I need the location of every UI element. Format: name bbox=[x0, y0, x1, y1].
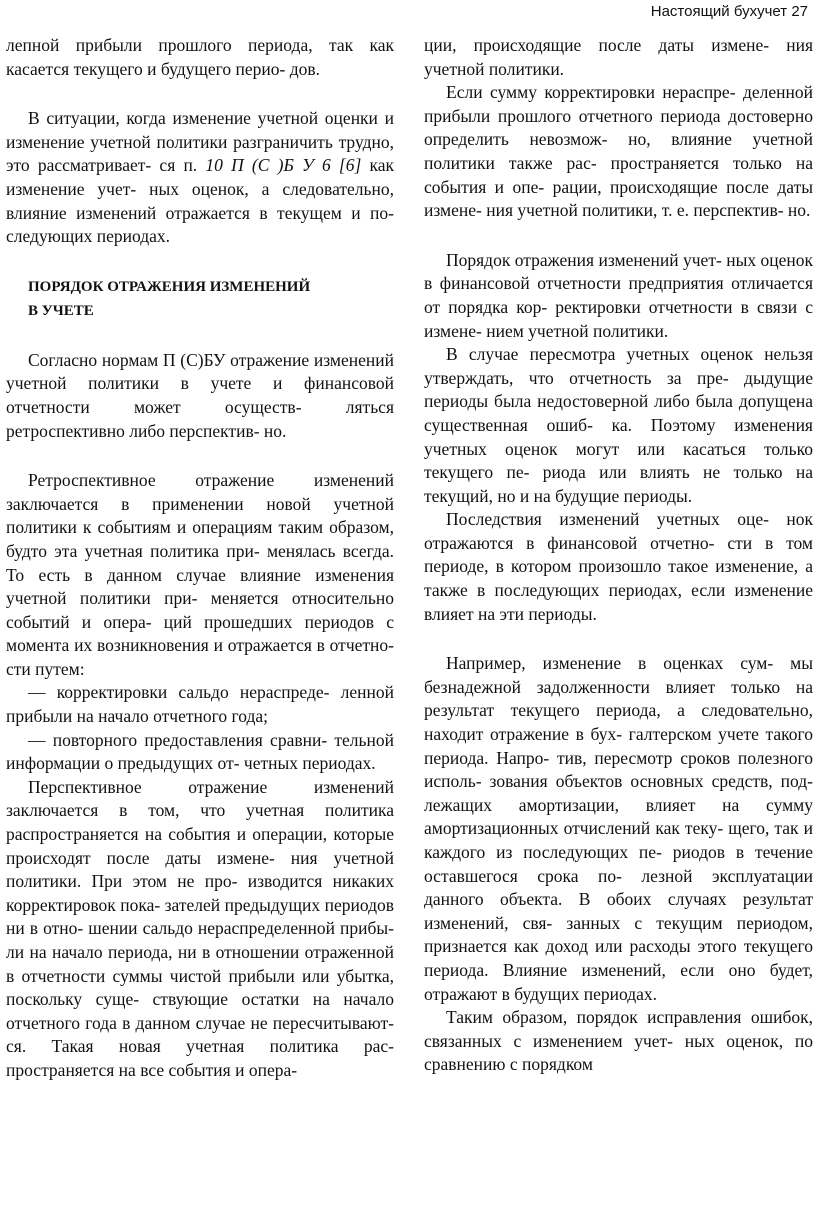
paragraph: Таким образом, порядок исправления ошибок, связанных с изменением учет- ных оценок, по сравнению с порядком bbox=[424, 1007, 813, 1075]
section-heading-line: ПОРЯДОК ОТРАЖЕНИЯ ИЗМЕНЕНИЙ bbox=[28, 278, 311, 295]
right-column bbox=[424, 34, 813, 1077]
section-heading-line: В УЧЕТЕ bbox=[28, 302, 94, 319]
paragraph bbox=[6, 107, 394, 249]
list-item: — повторного предоставления сравни- тельной информации о предыдущих от- четных периодах. bbox=[6, 729, 394, 774]
standard-reference: 10 П (С )Б У 6 [6] bbox=[205, 155, 362, 176]
paragraph: Последствия изменений учетных оце- нок отражаются в финансовой отчетно- сти в том периоде, в котором произошло такое изменение, а также в последующих периодах, если изменение влияет на эти периоды. bbox=[424, 509, 813, 624]
paragraph: Если сумму корректировки нераспре- деленной прибыли прошлого отчетного периода достоверно определить невозмож- но, влияние учетной политики также рас- пространяется только на события и опе- рации, происходящие после даты измене- ния учетной политики, т. е. перспектив- но. bbox=[424, 82, 813, 221]
paragraph: лепной прибыли прошлого периода, так как касается текущего и будущего перио- дов. bbox=[6, 35, 394, 79]
paragraph: Перспективное отражение изменений заключается в том, что учетная политика распространяется на события и операции, которые происходят после даты измене- ния учетной политики. При этом не про- изводится никаких корректировок пока- зателей предыдущих периодов ни в отно- шении сальдо нераспределенной прибы- ли на начало периода, ни в отношении отраженной в отчетности суммы чистой прибыли или убытка, поскольку суще- ствующие остатки на начало отчетного года в данном случае не пересчитывают- ся. Такая новая учетная политика рас- пространяется на все события и опера- bbox=[6, 776, 394, 1080]
paragraph: В случае пересмотра учетных оценок нельзя утверждать, что отчетность за пре- дыдущие периоды была недостоверной либо была допущена существенная ошиб- ка. Поэтому изменения учетных оценок могут или касаться только текущего пе- риода или влиять не только на текущий, но и на будущие периоды. bbox=[424, 344, 813, 506]
running-title: Настоящий бухучет bbox=[650, 3, 788, 20]
running-header bbox=[651, 2, 808, 22]
left-column bbox=[6, 34, 394, 1083]
paragraph-text: как изменение учет- ных оценок, а следовательно, влияние изменений отражается в текущем и по- следующих периодах. bbox=[6, 155, 395, 247]
paragraph: Порядок отражения изменений учет- ных оценок в финансовой отчетности предприятия отличается от порядка кор- ректировки отчетности в связи с измене- нием учетной политики. bbox=[424, 249, 813, 341]
page-number: 27 bbox=[791, 3, 808, 20]
paragraph-text: В ситуации, когда изменение учетной оценки и изменение учетной политики разграничить трудно, это рассматривает- ся п. bbox=[6, 108, 394, 176]
section-heading bbox=[28, 275, 328, 323]
paragraph: Ретроспективное отражение изменений заключается в применении новой учетной политики к событиям и операциям таким образом, будто эта учетная политика при- менялась всегда. То есть в данном случае влияние изменения учетной политики при- меняется относительно событий и опера- ций прошедших периодов с момента их возникновения и отражается в отчетно- сти путем: bbox=[6, 470, 394, 679]
list-item: — корректировки сальдо нераспреде- ленной прибыли на начало отчетного года; bbox=[6, 682, 394, 727]
paragraph: Согласно нормам П (С)БУ отражение изменений учетной политики в учете и финансовой отчетности может осуществ- ляться ретроспективно либо перспектив- но. bbox=[6, 349, 394, 441]
paragraph: ции, происходящие после даты измене- ния учетной политики. bbox=[424, 35, 813, 79]
paragraph: Например, изменение в оценках сум- мы безнадежной задолженности влияет только на результат текущего периода, а следовательно, находит отражение в бух- галтерском учете такого периода. Напро- тив, пересмотр сроков полезного исполь- зования объектов основных средств, под- лежащих амортизации, влияет на сумму амортизационных отчислений как теку- щего, так и каждого из последующих пе- риодов в течение оставшегося срока по- лезной эксплуатации данного объекта. В обоих случаях результат изменений, свя- занных с текущим периодом, признается как доход или расходы этого текущего периода. Влияние изменений, если оно будет, отражают в будущих периодах. bbox=[424, 653, 813, 1004]
